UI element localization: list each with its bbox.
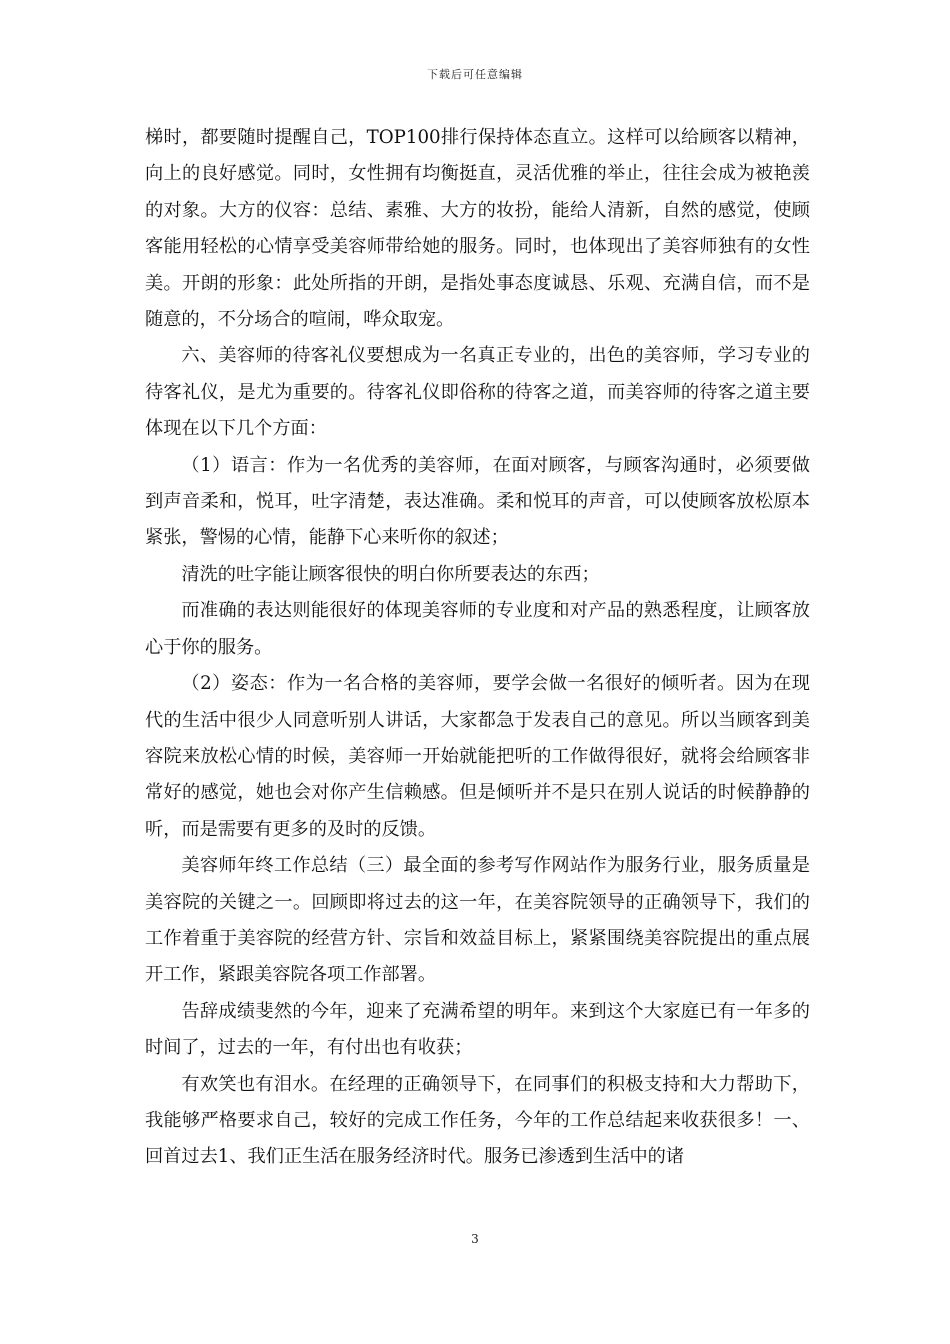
paragraph: 美容师年终工作总结（三）最全面的参考写作网站作为服务行业，服务质量是美容院的关键之一。回顾即将过去的这一年，在美容院领导的正确领导下，我们的工作着重于美容院的经营方针、宗旨和效益目标上，紧紧围绕美容院提出的重点展开工作，紧跟美容院各项工作部署。 <box>145 855 810 986</box>
paragraph: 清洗的吐字能让顾客很快的明白你所要表达的东西； <box>181 563 600 585</box>
paragraph: （1）语言：作为一名优秀的美容师，在面对顾客，与顾客沟通时，必须要做到声音柔和，悦耳，吐字清楚，表达准确。柔和悦耳的声音，可以使顾客放松原本紧张，警惕的心情，能静下心来听你的叙述； <box>145 454 810 549</box>
paragraph: 告辞成绩斐然的今年，迎来了充满希望的明年。来到这个大家庭已有一年多的时间了，过去的一年，有付出也有收获； <box>145 1000 810 1059</box>
paragraph: 梯时，都要随时提醒自己，TOP100排行保持体态直立。这样可以给顾客以精神，向上的良好感觉。同时，女性拥有均衡挺直，灵活优雅的举止，往往会成为被艳羡的对象。大方的仪容：总结、素雅、大方的妆扮，能给人清新，自然的感觉，使顾客能用轻松的心情享受美容师带给她的服务。同时，也体现出了美容师独有的女性美。开朗的形象：此处所指的开朗，是指处事态度诚恳、乐观、充满自信，而不是随意的，不分场合的喧闹，哗众取宠。 <box>145 127 810 331</box>
page-number: 3 <box>471 1232 479 1246</box>
paragraph: 有欢笑也有泪水。在经理的正确领导下，在同事们的积极支持和大力帮助下，我能够严格要求自己，较好的完成工作任务，今年的工作总结起来收获很多！一、回首过去1、我们正生活在服务经济时代。服务已渗透到生活中的诸 <box>145 1073 810 1168</box>
paragraph: 六、美容师的待客礼仪要想成为一名真正专业的，出色的美容师，学习专业的待客礼仪，是尤为重要的。待客礼仪即俗称的待客之道，而美容师的待客之道主要体现在以下几个方面： <box>145 345 810 440</box>
page-header: 下载后可任意编辑 <box>427 68 523 81</box>
paragraph: 而准确的表达则能很好的体现美容师的专业度和对产品的熟悉程度，让顾客放心于你的服务。 <box>145 600 810 658</box>
document-body <box>145 120 810 1176</box>
paragraph: （2）姿态：作为一名合格的美容师，要学会做一名很好的倾听者。因为在现代的生活中很少人同意听别人讲话，大家都急于发表自己的意见。所以当顾客到美容院来放松心情的时候，美容师一开始就能把听的工作做得很好，就将会给顾客非常好的感觉，她也会对你产生信赖感。但是倾听并不是只在别人说话的时候静静的听，而是需要有更多的及时的反馈。 <box>145 673 810 840</box>
